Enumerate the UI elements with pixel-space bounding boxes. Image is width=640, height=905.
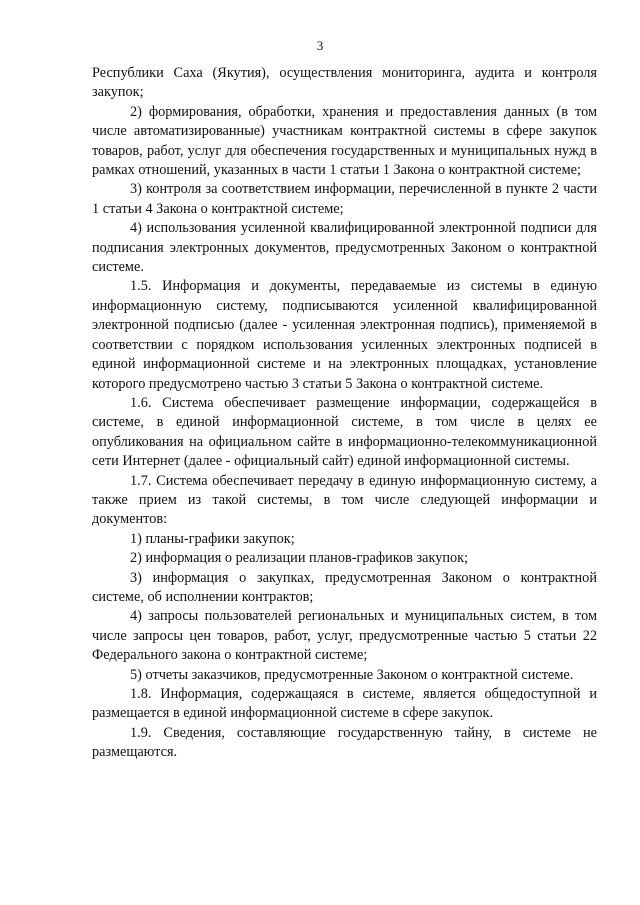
clause-1-6: 1.6. Система обеспечивает размещение информации, содержащейся в системе, в единой информационной системе, в том числе в целях ее опубликования на официальном сайте в информационно-телекоммуникационной сети Интернет (далее - официальный сайт) единой информационной системы. [92,394,597,470]
clause-1-9: 1.9. Сведения, составляющие государственную тайну, в системе не размещаются. [92,724,597,761]
clause-1-7-item-2: 2) информация о реализации планов-графиков закупок; [130,550,469,567]
list-item-3: 3) контроля за соответствием информации, перечисленной в пункте 2 части 1 статьи 4 Закона о контрактной системе; [92,181,597,217]
clause-1-5: 1.5. Информация и документы, передаваемые из системы в единую информационную систему, подписываются усиленной квалифицированной электронной подписью (далее - усиленная электронная подпись), применяемой в соответствии с порядком использования усиленных электронных подписей в единой информационной системе и на электронных площадках, установление которого предусмотрено частью 3 статьи 5 Закона о контрактной системе. [92,278,597,392]
clause-1-8: 1.8. Информация, содержащаяся в системе, является общедоступной и размещается в единой информационной системе в сфере закупок. [92,686,597,722]
paragraph-continuation: Республики Саха (Якутия), осуществления мониторинга, аудита и контроля закупок; [92,65,597,101]
list-item-2: 2) формирования, обработки, хранения и предоставления данных (в том числе автоматизированные) участникам контрактной системы в сфере закупок товаров, работ, услуг для обеспечения государственных и муниципальных нужд в рамках отношений, указанных в части 1 статьи 1 Закона о контрактной системе; [92,103,597,179]
document-body [92,64,597,763]
clause-1-7-item-1: 1) планы-графики закупок; [130,530,295,547]
clause-1-7: 1.7. Система обеспечивает передачу в единую информационную систему, а также прием из такой системы, в том числе следующей информации и документов: [92,472,597,528]
clause-1-7-item-5: 5) отчеты заказчиков, предусмотренные Законом о контрактной системе. [130,666,574,683]
clause-1-7-item-4: 4) запросы пользователей региональных и муниципальных систем, в том числе запросы цен товаров, работ, услуг, предусмотренные частью 5 статьи 22 Федерального закона о контрактной системе; [92,608,597,664]
page-number: 3 [316,38,324,53]
clause-1-7-item-3: 3) информация о закупках, предусмотренная Законом о контрактной системе, об исполнении контрактов; [92,569,597,605]
list-item-4: 4) использования усиленной квалифицированной электронной подписи для подписания электронных документов, предусмотренных Законом о контрактной системе. [92,220,597,276]
